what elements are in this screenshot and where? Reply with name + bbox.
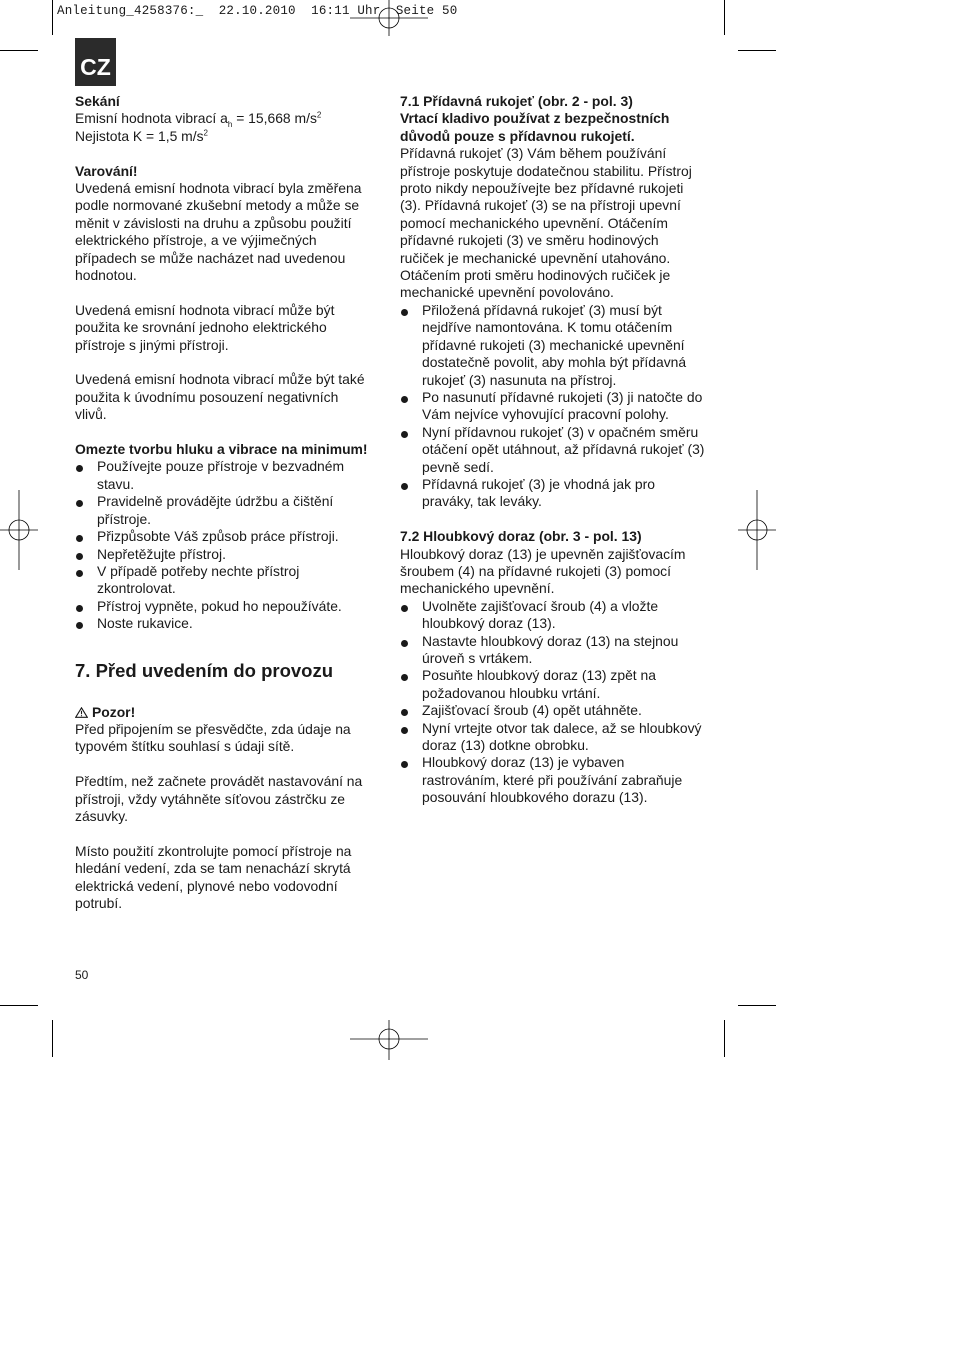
- sekani-emission-sub: h: [227, 120, 233, 130]
- list-item: Posuňte hloubkový doraz (13) zpět na požadovanou hloubku vrtání.: [400, 667, 705, 702]
- list-item: Uvolněte zajišťovací šroub (4) a vložte hloubkový doraz (13).: [400, 598, 705, 633]
- sekani-emission-text: Emisní hodnota vibrací a: [75, 110, 228, 127]
- section-7-1-list: [400, 302, 705, 511]
- caution-paragraph-2: Předtím, než začnete provádět nastavování na přístroji, vždy vytáhněte síťovou zástrčku ze zásuvky.: [75, 773, 363, 824]
- caution-title: Pozor!: [92, 703, 136, 720]
- warning-paragraph-2: Uvedená emisní hodnota vibrací může být použita ke srovnání jednoho elektrického přístroje s jinými přístroji.: [75, 301, 335, 353]
- sekani-emission-sup: 2: [316, 110, 322, 120]
- list-item: Zajišťovací šroub (4) opět utáhněte.: [400, 702, 705, 719]
- list-item: Přístroj vypněte, pokud ho nepoužíváte.: [75, 598, 373, 615]
- caution-paragraph-1: Před připojením se přesvědčte, zda údaje na typovém štítku souhlasí s údaji sítě.: [75, 720, 351, 755]
- left-column: [75, 93, 373, 912]
- list-item: Noste rukavice.: [75, 615, 373, 632]
- list-item: Po nasunutí přídavné rukojeti (3) ji natočte do Vám nejvíce vyhovující pracovní polohy.: [400, 389, 705, 424]
- warning-title: Varování!: [75, 162, 138, 179]
- list-item: Hloubkový doraz (13) je vybaven rastrováním, které při používání zabraňuje posouvání hloubkového dorazu (13).: [400, 754, 705, 806]
- crop-mark: [724, 0, 725, 35]
- crop-mark: [738, 50, 776, 51]
- section-7-2-paragraph: Hloubkový doraz (13) je upevněn zajišťovacím šroubem (4) na přídavné rukojeti (3) pomocí mechanického upevnění.: [400, 545, 686, 597]
- registration-mark-right: [738, 490, 776, 570]
- crop-mark: [0, 1005, 38, 1006]
- crop-mark: [724, 1020, 725, 1057]
- list-item: V případě potřeby nechte přístroj zkontrolovat.: [75, 563, 373, 598]
- section-7-1-paragraph: Přídavná rukojeť (3) Vám během používání přístroje poskytuje dodatečnou stabilitu. Přístroj proto nikdy nepoužívejte bez přídavné rukojeti (3). Přídavná rukojeť (3) se na přístroji upevní pomocí mechanického upevnění. Otáčením přídavné rukojeti (3) ve směru hodinových ručiček je mechanické upevnění utahováno. Otáčením proti směru hodinových ručiček je mechanické upevnění povolováno.: [400, 145, 692, 301]
- registration-mark-top: [350, 0, 428, 36]
- crop-mark: [52, 0, 53, 35]
- list-item: Nyní přídavnou rukojeť (3) v opačném směru otáčení opět utáhnout, až přídavná rukojeť (3) pevně sedí.: [400, 424, 705, 476]
- section-7-2-list: [400, 598, 705, 807]
- right-column: [400, 93, 705, 807]
- list-item: Nastavte hloubkový doraz (13) na stejnou úroveň s vrtákem.: [400, 633, 705, 668]
- noise-list: [75, 458, 373, 632]
- section-7-1-title: 7.1 Přídavná rukojeť (obr. 2 - pol. 3): [400, 93, 633, 109]
- section-7-1-safety-note: Vrtací kladivo používat z bezpečnostních důvodů pouze s přídavnou rukojetí.: [400, 110, 670, 144]
- language-badge: [75, 38, 116, 86]
- list-item: Nepřetěžujte přístroj.: [75, 546, 373, 563]
- sekani-emission-value: = 15,668 m/s: [232, 110, 317, 127]
- crop-mark: [738, 1005, 776, 1006]
- sekani-uncertainty-sup: 2: [203, 128, 208, 138]
- section-7-2-title: 7.2 Hloubkový doraz (obr. 3 - pol. 13): [400, 528, 642, 545]
- section-heading: 7. Před uvedením do provozu: [75, 659, 334, 681]
- list-item: Pravidelně provádějte údržbu a čištění přístroje.: [75, 493, 373, 528]
- crop-mark: [0, 50, 38, 51]
- sekani-emission-line: [75, 110, 373, 130]
- print-slug: Anleitung_4258376:_ 22.10.2010 16:11 Uhr Seite 50: [57, 4, 458, 18]
- warning-triangle-icon: [75, 707, 88, 718]
- sekani-uncertainty-line: [75, 128, 373, 145]
- list-item: Přiložená přídavná rukojeť (3) musí být nejdříve namontována. K tomu otáčením přídavné rukojeti (3) mechanické upevnění dostatečně povolit, aby mohla být přídavná rukojeť (3) nasunuta na přístroj.: [400, 302, 705, 389]
- list-item: Přizpůsobte Váš způsob práce přístroji.: [75, 528, 373, 545]
- list-item: Nyní vrtejte otvor tak dalece, až se hloubkový doraz (13) dotkne obrobku.: [400, 720, 705, 755]
- warning-paragraph-1: Uvedená emisní hodnota vibrací byla změřena podle normované zkušební metody a může se měnit v závislosti na druhu a způsobu použití elektrického přístroje, a ve výjimečných případech se může nacházet nad uvedenou hodnotou.: [75, 180, 362, 284]
- caution-title-line: [75, 704, 373, 721]
- registration-mark-left: [0, 490, 38, 570]
- list-item: Přídavná rukojeť (3) je vhodná jak pro praváky, tak leváky.: [400, 476, 705, 511]
- list-item: Používejte pouze přístroje v bezvadném stavu.: [75, 458, 373, 493]
- language-code: CZ: [80, 54, 111, 80]
- caution-paragraph-3: Místo použití zkontrolujte pomocí přístroje na hledání vedení, zda se tam nenachází skrytá elektrická vedení, plynové nebo vodovodní potrubí.: [75, 842, 352, 911]
- warning-paragraph-3: Uvedená emisní hodnota vibrací může být také použita k úvodnímu posouzení negativních vlivů.: [75, 371, 365, 423]
- noise-title: Omezte tvorbu hluku a vibrace na minimum!: [75, 441, 368, 458]
- crop-mark: [52, 1020, 53, 1057]
- sekani-uncertainty-text: Nejistota K = 1,5 m/s: [75, 127, 204, 144]
- registration-mark-bottom: [350, 1020, 428, 1060]
- sekani-title: Sekání: [75, 93, 120, 109]
- page-number: 50: [75, 968, 89, 982]
